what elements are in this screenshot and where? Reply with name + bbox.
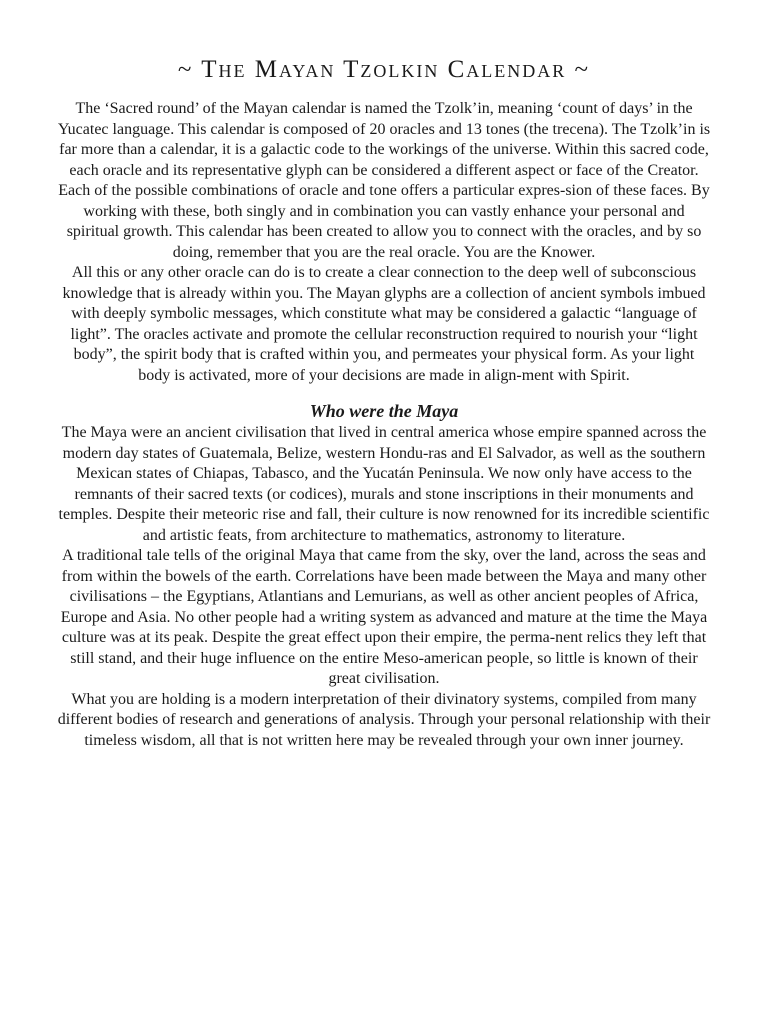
intro-paragraph: All this or any other oracle can do is to create a clear connection to the deep well of subconscious knowledge that is already within you. The Mayan glyphs are a collection of ancient symbols imbued with deeply symbolic messages, which constitute what may be considered a galactic “language of light”. The oracles activate and promote the cellular reconstruction required to nourish your “light body”, the spirit body that is crafted within you, and permeates your physical form. As your light body is activated, more of your decisions are made in align-ment with Spirit.	[62, 264, 706, 384]
intro-paragraph: The ‘Sacred round’ of the Mayan calendar is named the Tzolk’in, meaning ‘count of days’ in the Yucatec language. This calendar is composed of 20 oracles and 13 tones (the trecena). The Tzolk’in is far more than a calendar, it is a galactic code to the workings of the universe. Within this sacred code, each oracle and its representative glyph can be considered a different aspect or face of the Creator. Each of the possible combinations of oracle and tone offers a particular expres-sion of these faces. By working with these, both singly and in combination you can vastly enhance your personal and spiritual growth. This calendar has been created to allow you to connect with the oracles, and by so doing, remember that you are the real oracle. You are the Knower.	[57, 100, 711, 261]
section-paragraph: The Maya were an ancient civilisation that lived in central america whose empire spanned across the modern day states of Guatemala, Belize, western Hondu-ras and El Salvador, as well as the southern Mexican states of Chiapas, Tabasco, and the Yucatán Peninsula. We now only have access to the remnants of their sacred texts (or codices), murals and stone inscriptions in their monuments and temples. Despite their meteoric rise and fall, their culture is now renowned for its incredible scientific and artistic feats, from architecture to mathematics, astronomy to literature.	[58, 424, 710, 544]
page-title: ~ The Mayan Tzolkin Calendar ~	[177, 56, 591, 83]
section-paragraph: A traditional tale tells of the original Maya that came from the sky, over the land, across the seas and from within the bowels of the earth. Correlations have been made between the Maya and many other civilisations – the Egyptians, Atlantians and Lemurians, as well as other ancient peoples of Africa, Europe and Asia. No other people had a writing system as advanced and mature at the time the Maya culture was at its peak. Despite the great effect upon their empire, the perma-nent relics they left that still stand, and their huge influence on the entire Meso-american people, so little is known of their great civilisation.	[60, 547, 708, 687]
section-paragraph: What you are holding is a modern interpretation of their divinatory systems, compiled from many different bodies of research and generations of analysis. Through your personal relationship with their timeless wisdom, all that is not written here may be revealed through your own inner journey.	[57, 690, 711, 749]
section-heading: Who were the Maya	[309, 401, 459, 421]
document-page	[56, 56, 712, 751]
